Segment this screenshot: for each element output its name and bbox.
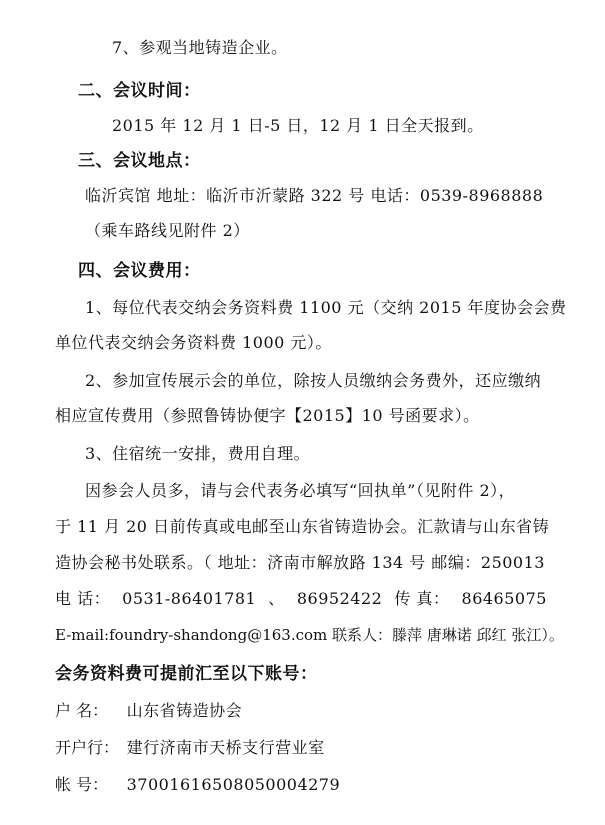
- notice-line-3: 造协会秘书处联系。（ 地址：济南市解放路 134 号 邮编：250013: [55, 553, 545, 572]
- phone-number-1: 0531-86401781: [122, 589, 257, 608]
- section-time-heading: 二、会议时间：: [78, 81, 201, 101]
- section-fees-heading: 四、会议费用：: [78, 261, 201, 281]
- account-bank-row: [55, 738, 547, 758]
- account-name-row: [55, 701, 547, 721]
- fax-label: 传 真：: [394, 589, 450, 608]
- section-time-text: 2015 年 12 月 1 日-5 日，12 月 1 日全天报到。: [112, 116, 484, 135]
- account-bank-value: 建行济南市天桥支行营业室: [126, 738, 325, 757]
- phone-separator: 、: [268, 589, 285, 608]
- section-place-heading: 三、会议地点：: [78, 151, 201, 171]
- item-7: 7、参观当地铸造企业。: [112, 38, 288, 57]
- section-place-line-1: 临沂宾馆 地址：临沂市沂蒙路 322 号 电话：0539-8968888: [85, 186, 544, 205]
- fees-item-1-line-2: 单位代表交纳会务资料费 1000 元）。: [55, 333, 332, 352]
- section-place-line-2: （乘车路线见附件 2）: [85, 221, 250, 240]
- fees-item-1-line-1: 1、每位代表交纳会务资料费 1100 元（交纳 2015 年度协会会费: [85, 298, 567, 317]
- phone-number-2: 86952422: [296, 589, 383, 608]
- account-name-label: 户 名：: [55, 701, 109, 720]
- fees-item-2-line-1: 2、参加宣传展示会的单位，除按人员缴纳会务费外，还应缴纳: [85, 371, 542, 390]
- notice-line-2: 于 11 月 20 日前传真或电邮至山东省铸造协会。汇款请与山东省铸: [55, 517, 550, 536]
- notice-phone-fax-line: [55, 589, 547, 609]
- notice-email-contacts: E-mail:foundry-shandong@163.com 联系人：滕萍 唐琳诺 邱红 张江）。: [55, 626, 564, 644]
- account-number-value: 37001616508050004279: [126, 775, 341, 794]
- fees-item-2-line-2: 相应宣传费用（参照鲁铸协便字【2015】10 号函要求）。: [55, 406, 480, 425]
- notice-line-1: 因参会人员多，请与会代表务必填写“回执单”（见附件 2），: [85, 481, 516, 500]
- fees-item-3: 3、住宿统一安排，费用自理。: [85, 444, 311, 463]
- account-number-label: 帐 号：: [55, 775, 109, 794]
- account-heading: 会务资料费可提前汇至以下账号：: [55, 664, 318, 684]
- account-bank-label: 开户行：: [55, 738, 120, 757]
- phone-label: 电 话：: [55, 589, 111, 608]
- fax-number: 86465075: [461, 589, 547, 608]
- account-name-value: 山东省铸造协会: [126, 701, 243, 720]
- account-number-row: [55, 775, 547, 795]
